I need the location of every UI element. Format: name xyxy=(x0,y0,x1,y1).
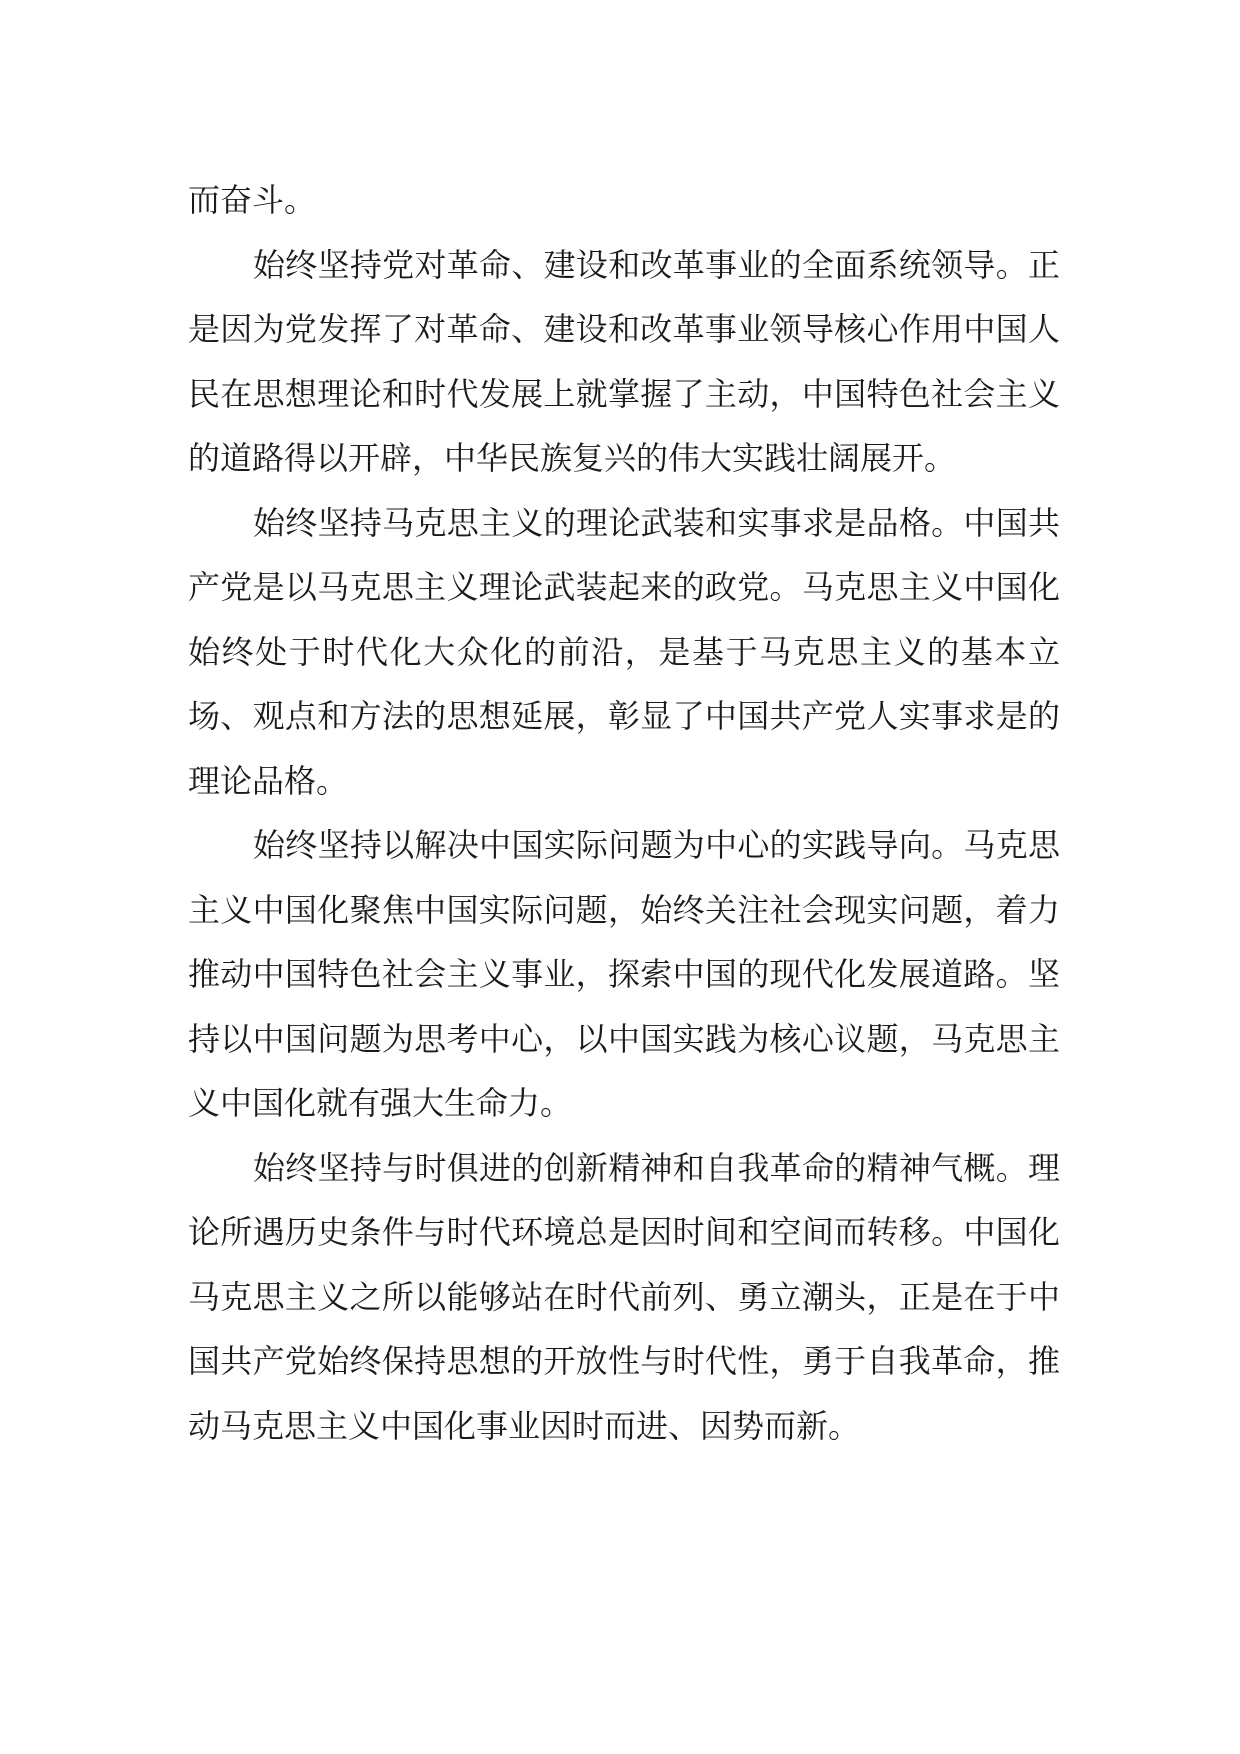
body-text xyxy=(188,168,1060,1458)
paragraph-party-leadership: 始终坚持党对革命、建设和改革事业的全面系统领导。正是因为党发挥了对革命、建设和改革事业领导核心作用中国人民在思想理论和时代发展上就掌握了主动，中国特色社会主义的道路得以开辟，中华民族复兴的伟大实践壮阔展开。 xyxy=(188,245,1060,477)
paragraph-theoretical-arming: 始终坚持马克思主义的理论武装和实事求是品格。中国共产党是以马克思主义理论武装起来的政党。马克思主义中国化始终处于时代化大众化的前沿，是基于马克思主义的基本立场、观点和方法的思想延展，彰显了中国共产党人实事求是的理论品格。 xyxy=(188,503,1060,800)
paragraph-innovation-spirit: 始终坚持与时俱进的创新精神和自我革命的精神气概。理论所遇历史条件与时代环境总是因时间和空间而转移。中国化马克思主义之所以能够站在时代前列、勇立潮头，正是在于中国共产党始终保持思想的开放性与时代性，勇于自我革命，推动马克思主义中国化事业因时而进、因势而新。 xyxy=(188,1148,1060,1445)
paragraph-continuation: 而奋斗。 xyxy=(188,181,317,219)
paragraph-practice-orientation: 始终坚持以解决中国实际问题为中心的实践导向。马克思主义中国化聚焦中国实际问题，始终关注社会现实问题，着力推动中国特色社会主义事业，探索中国的现代化发展道路。坚持以中国问题为思考中心，以中国实践为核心议题，马克思主义中国化就有强大生命力。 xyxy=(188,826,1060,1122)
